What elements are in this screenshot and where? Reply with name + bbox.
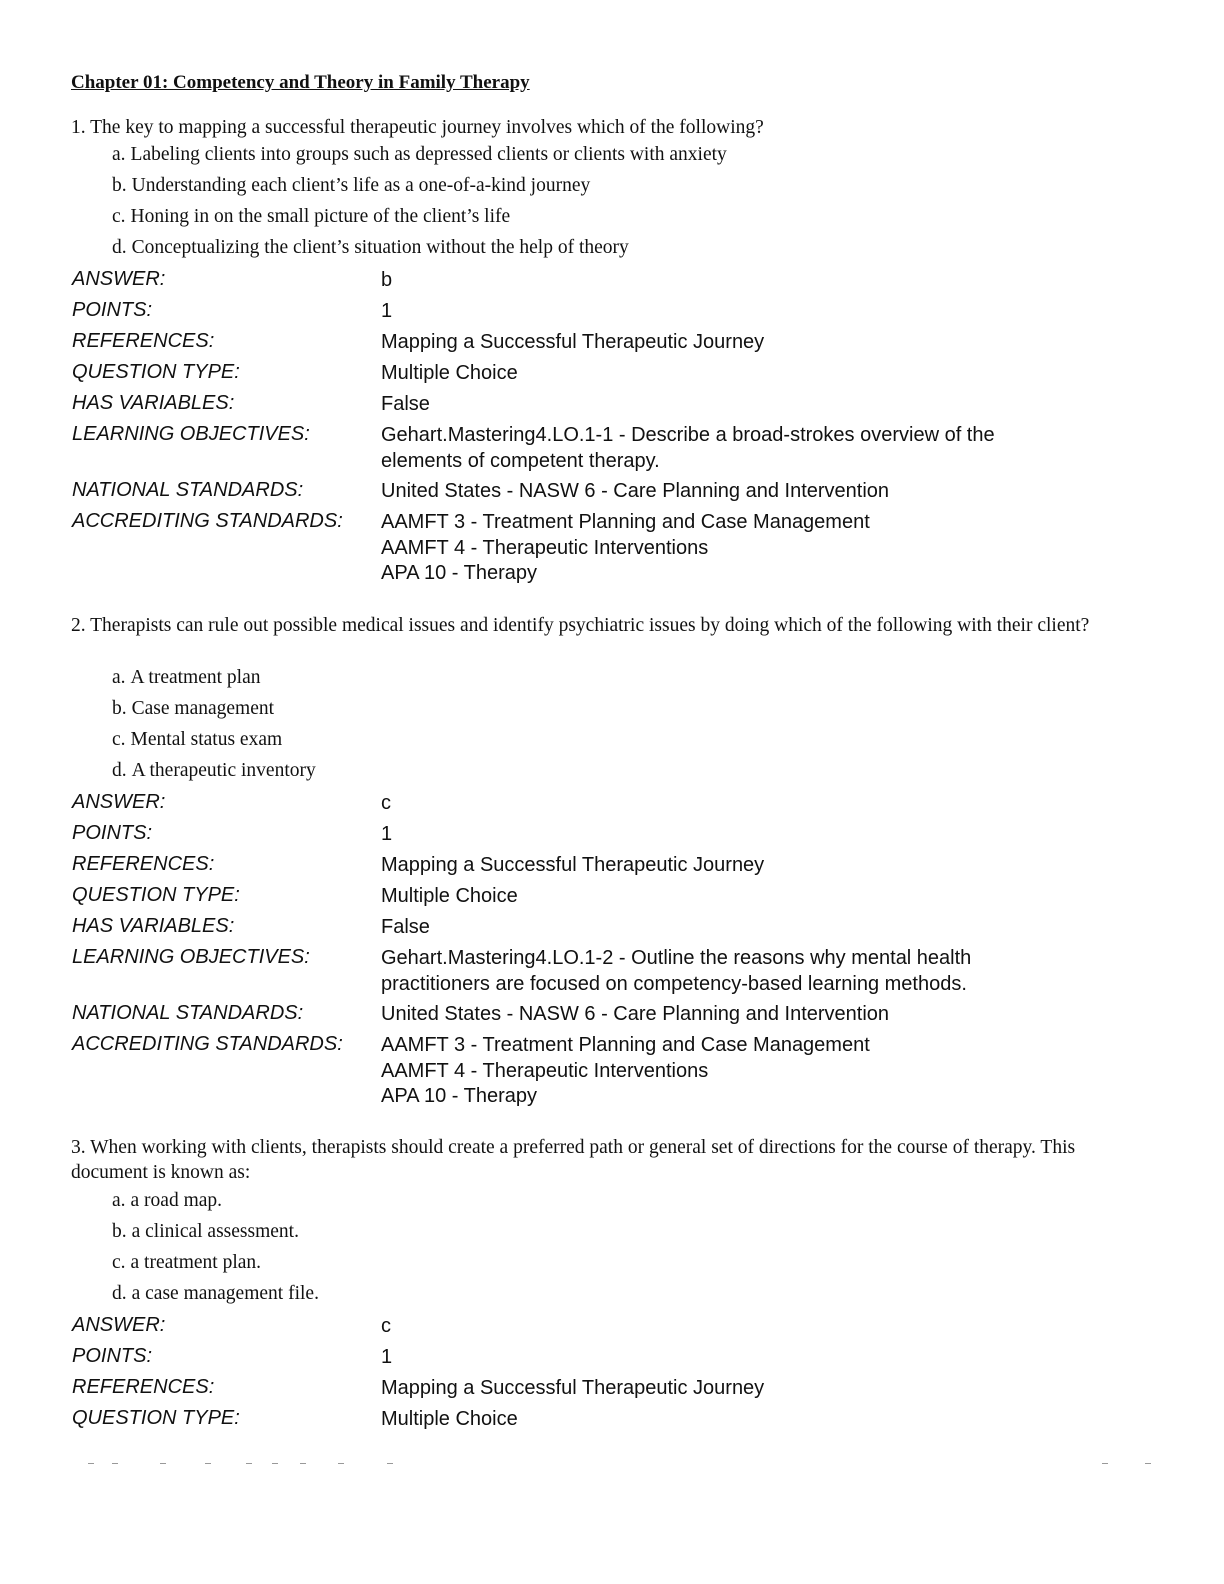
accrediting-standard-line: APA 10 - Therapy xyxy=(381,562,538,584)
footer-dash xyxy=(246,1463,252,1464)
accrediting-standard-line: APA 10 - Therapy xyxy=(381,1085,538,1107)
question-1-option-d xyxy=(112,237,629,259)
has-variables-label: HAS VARIABLES: xyxy=(72,392,235,414)
question-3-points: 1 xyxy=(381,1346,393,1368)
learning-objectives-label: LEARNING OBJECTIVES: xyxy=(72,946,310,968)
option-letter: c. xyxy=(112,206,126,227)
footer-dash xyxy=(160,1463,166,1464)
question-type-label: QUESTION TYPE: xyxy=(72,361,240,383)
option-letter: d. xyxy=(112,1283,127,1304)
question-1-national-standards: United States - NASW 6 - Care Planning and Intervention xyxy=(381,480,890,502)
question-3-answer: c xyxy=(381,1315,391,1337)
accrediting-standard-line: AAMFT 4 - Therapeutic Interventions xyxy=(381,536,709,559)
accrediting-standards-label: ACCREDITING STANDARDS: xyxy=(72,510,343,532)
question-1-option-b xyxy=(112,175,590,197)
references-label: REFERENCES: xyxy=(72,853,215,875)
option-letter: a. xyxy=(112,1190,126,1211)
question-1-points: 1 xyxy=(381,300,393,322)
question-type-label: QUESTION TYPE: xyxy=(72,1407,240,1429)
footer-dash xyxy=(387,1463,393,1464)
chapter-title: Chapter 01: Competency and Theory in Family Therapy xyxy=(71,72,530,93)
question-1-has-variables: False xyxy=(381,393,430,415)
page-footer-remnant xyxy=(0,1458,1224,1470)
question-1-answer: b xyxy=(381,269,393,291)
option-letter: a. xyxy=(112,144,126,165)
question-type-label: QUESTION TYPE: xyxy=(72,884,240,906)
question-2-points: 1 xyxy=(381,823,393,845)
learning-objective-line: Gehart.Mastering4.LO.1-2 - Outline the reasons why mental health xyxy=(381,947,972,969)
learning-objectives-label: LEARNING OBJECTIVES: xyxy=(72,423,310,445)
question-3-text: 3. When working with clients, therapists should create a preferred path or general set of directions for the course of therapy. This document is known as: xyxy=(71,1137,1076,1183)
footer-dash xyxy=(205,1463,211,1464)
footer-dash xyxy=(1102,1463,1108,1464)
question-3-option-c xyxy=(112,1252,261,1274)
question-3-option-b xyxy=(112,1221,299,1243)
question-2-learning-objectives xyxy=(381,946,1101,997)
question-1-learning-objectives xyxy=(381,423,1101,474)
question-2-accrediting-standards xyxy=(381,1033,1101,1110)
option-text: A treatment plan xyxy=(130,667,261,688)
question-2-option-b xyxy=(112,698,274,720)
answer-label: ANSWER: xyxy=(72,791,166,813)
question-1-accrediting-standards xyxy=(381,510,1101,587)
references-label: REFERENCES: xyxy=(72,1376,215,1398)
footer-dash xyxy=(88,1463,94,1464)
question-2-text: 2. Therapists can rule out possible medical issues and identify psychiatric issues by doing which of the following with their client? xyxy=(71,615,1090,636)
accrediting-standard-line: AAMFT 4 - Therapeutic Interventions xyxy=(381,1059,709,1082)
accrediting-standard-line: AAMFT 3 - Treatment Planning and Case Management xyxy=(381,511,870,533)
option-text: Understanding each client’s life as a one-of-a-kind journey xyxy=(131,175,591,196)
points-label: POINTS: xyxy=(72,299,153,321)
question-2-answer: c xyxy=(381,792,391,814)
option-text: a clinical assessment. xyxy=(131,1221,299,1242)
question-3-references: Mapping a Successful Therapeutic Journey xyxy=(381,1377,765,1399)
answer-label: ANSWER: xyxy=(72,1314,166,1336)
points-label: POINTS: xyxy=(72,822,153,844)
question-1-type: Multiple Choice xyxy=(381,362,518,384)
question-3-option-d xyxy=(112,1283,319,1305)
national-standards-label: NATIONAL STANDARDS: xyxy=(72,1002,304,1024)
question-2-option-c xyxy=(112,729,282,751)
question-2-type: Multiple Choice xyxy=(381,885,518,907)
option-letter: b. xyxy=(112,698,127,719)
question-2-national-standards: United States - NASW 6 - Care Planning and Intervention xyxy=(381,1003,890,1025)
option-letter: b. xyxy=(112,175,127,196)
learning-objective-line: practitioners are focused on competency-based learning methods. xyxy=(381,972,967,995)
accrediting-standard-line: AAMFT 3 - Treatment Planning and Case Management xyxy=(381,1034,870,1056)
option-text: Case management xyxy=(131,698,275,719)
question-1-references: Mapping a Successful Therapeutic Journey xyxy=(381,331,765,353)
option-letter: d. xyxy=(112,237,127,258)
question-3-type: Multiple Choice xyxy=(381,1408,518,1430)
option-text: a treatment plan. xyxy=(130,1252,262,1273)
question-2-has-variables: False xyxy=(381,916,430,938)
footer-dash xyxy=(338,1463,344,1464)
answer-label: ANSWER: xyxy=(72,268,166,290)
option-letter: a. xyxy=(112,667,126,688)
option-text: Honing in on the small picture of the client’s life xyxy=(130,206,511,227)
question-2-references: Mapping a Successful Therapeutic Journey xyxy=(381,854,765,876)
option-letter: d. xyxy=(112,760,127,781)
option-text: a case management file. xyxy=(131,1283,319,1304)
learning-objective-line: Gehart.Mastering4.LO.1-1 - Describe a broad-strokes overview of the xyxy=(381,424,995,446)
question-3-option-a xyxy=(112,1190,222,1212)
question-2-option-a xyxy=(112,667,261,689)
footer-dash xyxy=(1145,1463,1151,1464)
option-text: a road map. xyxy=(130,1190,223,1211)
option-letter: c. xyxy=(112,729,126,750)
footer-dash xyxy=(272,1463,278,1464)
footer-dash xyxy=(300,1463,306,1464)
question-1-option-c xyxy=(112,206,510,228)
option-text: A therapeutic inventory xyxy=(131,760,316,781)
points-label: POINTS: xyxy=(72,1345,153,1367)
question-2-option-d xyxy=(112,760,316,782)
question-1-option-a xyxy=(112,144,727,166)
option-text: Conceptualizing the client’s situation without the help of theory xyxy=(131,237,629,258)
has-variables-label: HAS VARIABLES: xyxy=(72,915,235,937)
accrediting-standards-label: ACCREDITING STANDARDS: xyxy=(72,1033,343,1055)
national-standards-label: NATIONAL STANDARDS: xyxy=(72,479,304,501)
learning-objective-line: elements of competent therapy. xyxy=(381,449,660,472)
footer-dash xyxy=(112,1463,118,1464)
option-text: Mental status exam xyxy=(130,729,283,750)
question-1-text: 1. The key to mapping a successful therapeutic journey involves which of the following? xyxy=(71,117,764,138)
option-letter: c. xyxy=(112,1252,126,1273)
references-label: REFERENCES: xyxy=(72,330,215,352)
option-text: Labeling clients into groups such as depressed clients or clients with anxiety xyxy=(130,144,727,165)
option-letter: b. xyxy=(112,1221,127,1242)
